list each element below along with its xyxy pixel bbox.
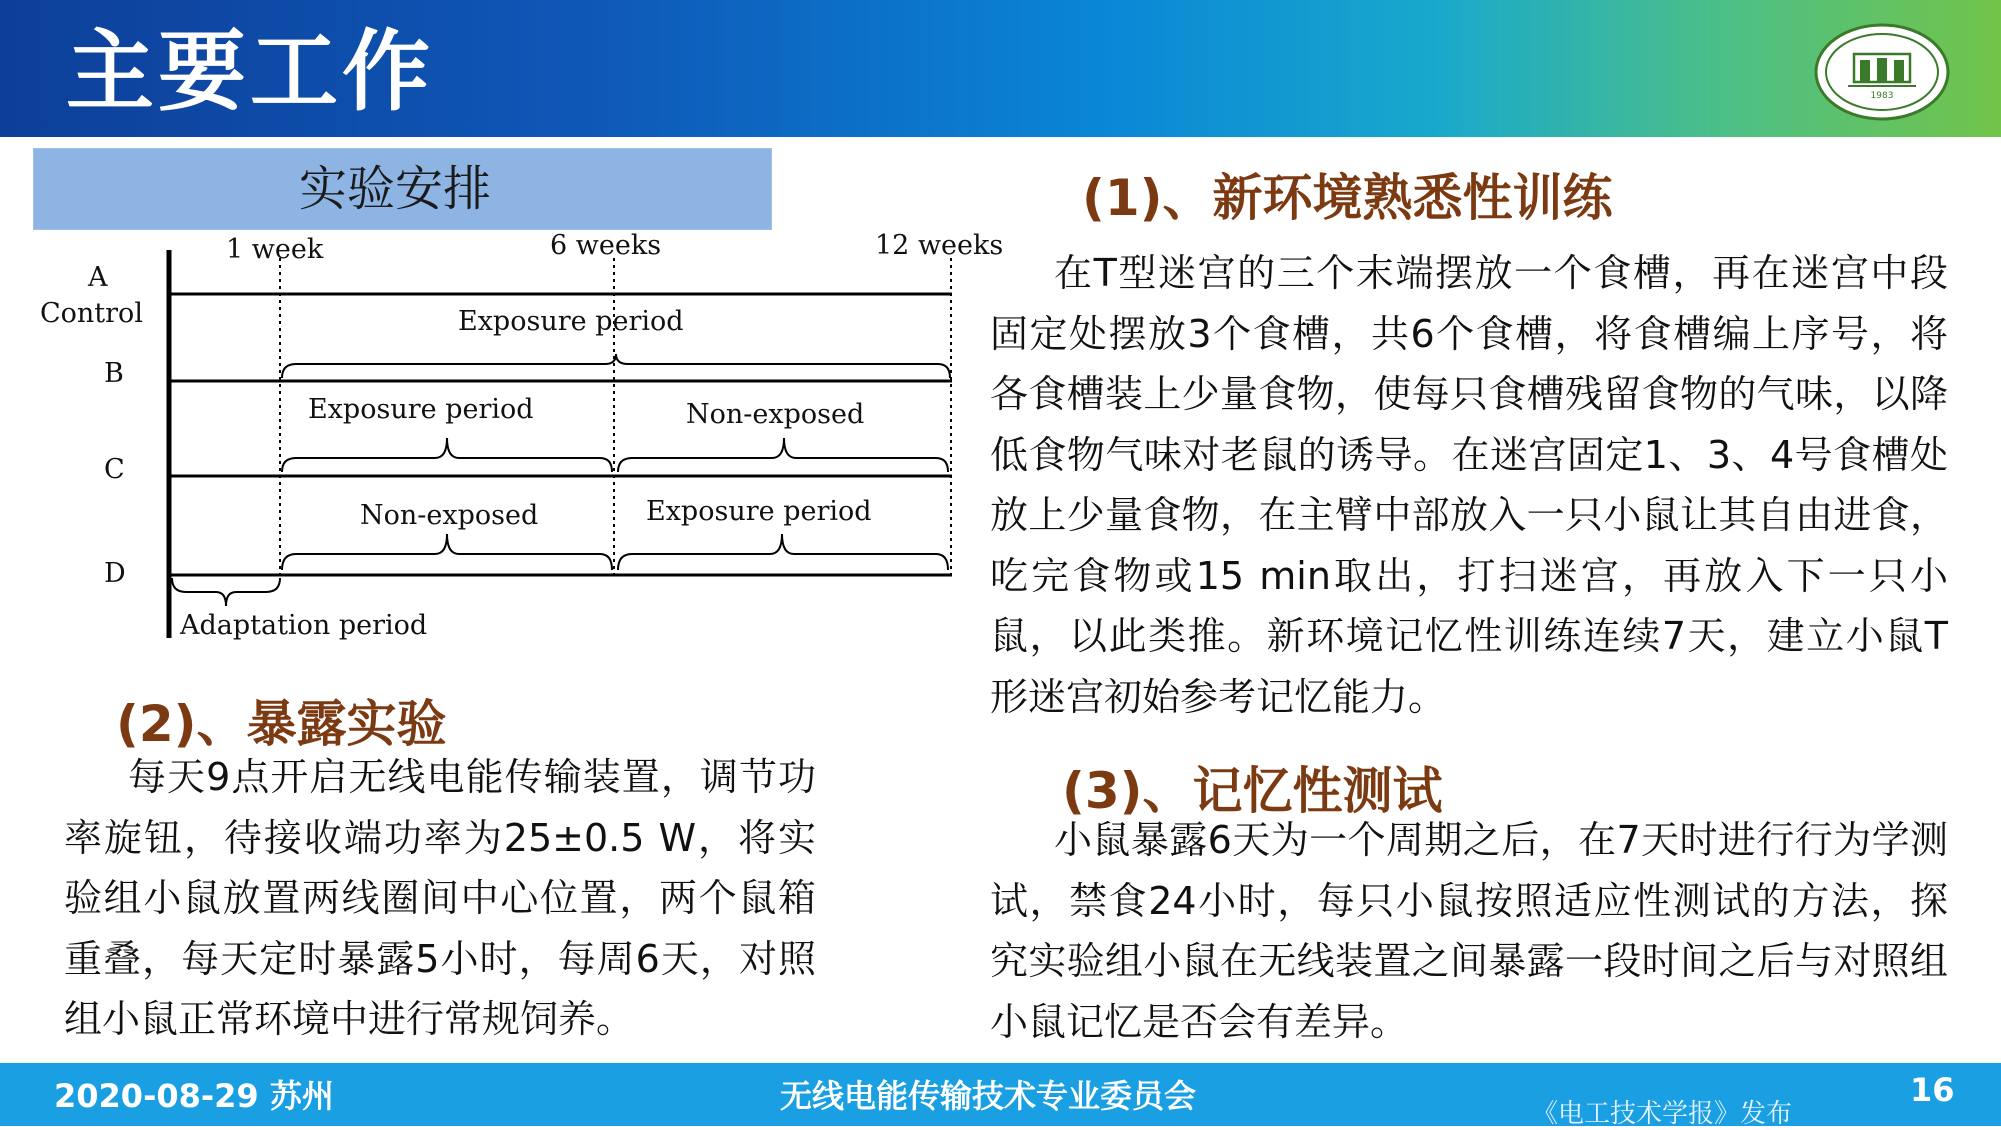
- week-label-6: 6 weeks: [550, 230, 662, 261]
- section-1-heading: (1)、新环境熟悉性训练: [1082, 169, 1613, 227]
- row-d-brace-right: [618, 534, 948, 570]
- university-seal-logo: [1808, 22, 1956, 122]
- group-label-d: D: [104, 558, 126, 589]
- footer-publisher: 《电工技术学报》发布: [1532, 1099, 1793, 1129]
- banner-label: 实验安排: [299, 161, 492, 217]
- row-b-label: Exposure period: [458, 306, 684, 337]
- adaptation-brace: [172, 578, 280, 606]
- footer-date-place: 2020-08-29 苏州: [54, 1077, 334, 1115]
- section-banner: [33, 148, 772, 230]
- group-label-control: Control: [40, 298, 143, 329]
- section-3-heading: (3)、记忆性测试: [1062, 762, 1443, 820]
- row-c-label-exposure: Exposure period: [308, 394, 534, 425]
- exposure-timeline-diagram: [30, 228, 1004, 648]
- group-label-c: C: [104, 454, 125, 485]
- slide-title: 主要工作: [66, 20, 435, 123]
- section-2-text: 每天9点开启无线电能传输装置，调节功率旋钮，待接收端功率为25±0.5 W，将实验组小鼠放置两线圈间中心位置，两个鼠箱重叠，每天定时暴露5小时，每周6天，对照组小鼠正常环境中进行常规饲养。: [64, 755, 816, 1041]
- group-label-b: B: [104, 358, 124, 389]
- group-label-a: A: [88, 262, 108, 293]
- section-2-heading: (2)、暴露实验: [116, 695, 447, 753]
- footer-bar: [0, 1063, 2001, 1129]
- section-3-text: 小鼠暴露6天为一个周期之后，在7天时进行行为学测试，禁食24小时，每只小鼠按照适应性测试的方法，探究实验组小鼠在无线装置之间暴露一段时间之后与对照组小鼠记忆是否会有差异。: [990, 818, 1948, 1044]
- header-bar: [0, 0, 2001, 137]
- page-number: 16: [1910, 1071, 1955, 1109]
- row-b-brace: [282, 354, 950, 378]
- row-d-label-exposure: Exposure period: [646, 496, 872, 527]
- week-label-12: 12 weeks: [875, 230, 1004, 261]
- week-label-1: 1 week: [226, 234, 324, 265]
- row-d-brace-left: [282, 534, 612, 570]
- row-c-label-nonexposed: Non-exposed: [686, 399, 865, 430]
- adaptation-label: Adaptation period: [180, 610, 428, 641]
- footer-committee: 无线电能传输技术专业委员会: [780, 1077, 1197, 1115]
- row-d-label-nonexposed: Non-exposed: [360, 500, 539, 531]
- row-c-brace-left: [282, 438, 612, 472]
- section-1-text: 在T型迷宫的三个末端摆放一个食槽，再在迷宫中段固定处摆放3个食槽，共6个食槽，将食槽编上序号，将各食槽装上少量食物，使每只食槽残留食物的气味，以降低食物气味对老鼠的诱导。在迷宫固定1、3、4号食槽处放上少量食物，在主臂中部放入一只小鼠让其自由进食，吃完食物或15 min取出，打扫迷宫，再放入下一只小鼠，以此类推。新环境记忆性训练连续7天，建立小鼠T形迷宫初始参考记忆能力。: [990, 251, 1948, 719]
- logo-year: 1983: [1870, 91, 1894, 101]
- row-c-brace-right: [618, 438, 948, 472]
